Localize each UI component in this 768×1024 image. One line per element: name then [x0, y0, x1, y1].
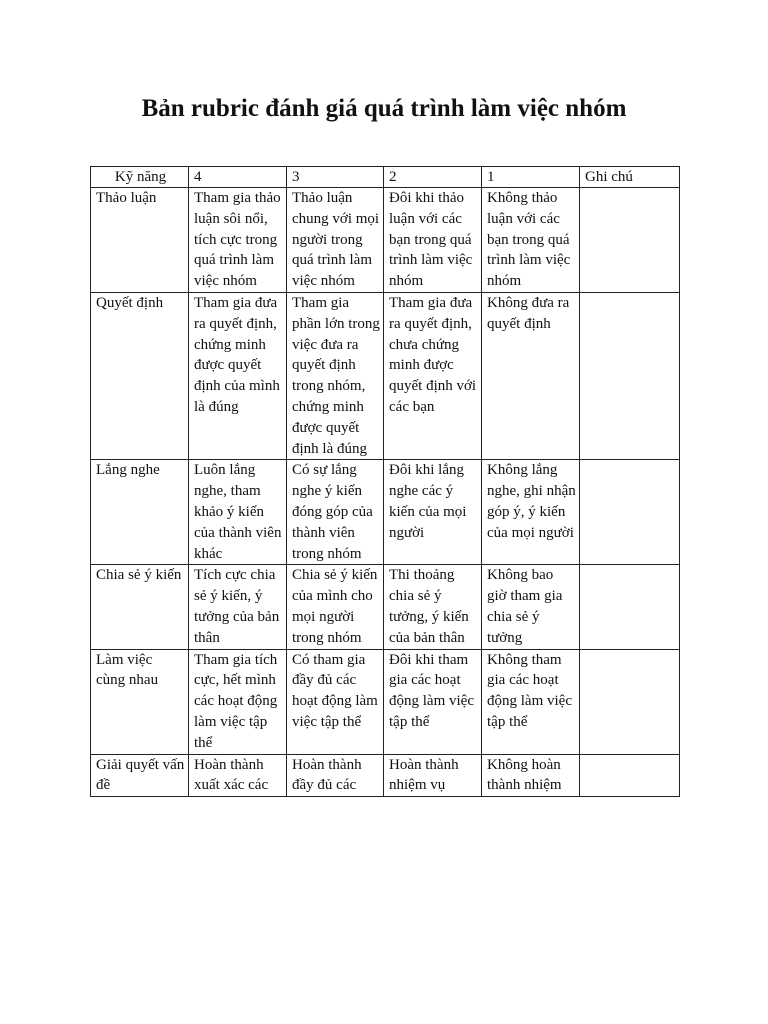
level-3-cell: Có tham gia đầy đủ các hoạt động làm việc tập thể	[287, 649, 384, 754]
level-2-cell: Hoàn thành nhiệm vụ	[384, 754, 482, 797]
table-row	[91, 565, 680, 649]
level-3-cell: Có sự lắng nghe ý kiến đóng góp của thành viên trong nhóm	[287, 460, 384, 565]
skill-cell: Làm việc cùng nhau	[91, 649, 189, 754]
table-row	[91, 292, 680, 459]
note-cell	[580, 188, 680, 293]
header-level-3: 3	[287, 167, 384, 188]
level-4-cell: Tham gia đưa ra quyết định, chứng minh được quyết định của mình là đúng	[189, 292, 287, 459]
table-row	[91, 188, 680, 293]
level-2-cell: Đôi khi lắng nghe các ý kiến của mọi người	[384, 460, 482, 565]
skill-cell: Chia sẻ ý kiến	[91, 565, 189, 649]
table-row	[91, 460, 680, 565]
skill-cell: Giải quyết vấn đề	[91, 754, 189, 797]
note-cell	[580, 565, 680, 649]
page-title: Bản rubric đánh giá quá trình làm việc nhóm	[141, 95, 627, 122]
level-2-cell: Thi thoảng chia sẻ ý tưởng, ý kiến của bản thân	[384, 565, 482, 649]
level-1-cell: Không tham gia các hoạt động làm việc tập thể	[482, 649, 580, 754]
header-level-1: 1	[482, 167, 580, 188]
level-4-cell: Tham gia thảo luận sôi nổi, tích cực trong quá trình làm việc nhóm	[189, 188, 287, 293]
level-1-cell: Không lắng nghe, ghi nhận góp ý, ý kiến của mọi người	[482, 460, 580, 565]
level-4-cell: Tích cực chia sẻ ý kiến, ý tưởng của bản thân	[189, 565, 287, 649]
level-3-cell: Thảo luận chung với mọi người trong quá trình làm việc nhóm	[287, 188, 384, 293]
level-2-cell: Đôi khi tham gia các hoạt động làm việc tập thể	[384, 649, 482, 754]
level-4-cell: Luôn lắng nghe, tham khảo ý kiến của thành viên khác	[189, 460, 287, 565]
level-3-cell: Chia sẻ ý kiến của mình cho mọi người trong nhóm	[287, 565, 384, 649]
level-4-cell: Hoàn thành xuất xác các	[189, 754, 287, 797]
level-2-cell: Tham gia đưa ra quyết định, chưa chứng minh được quyết định với các bạn	[384, 292, 482, 459]
header-row	[91, 167, 680, 188]
note-cell	[580, 292, 680, 459]
level-3-cell: Hoàn thành đầy đủ các	[287, 754, 384, 797]
level-4-cell: Tham gia tích cực, hết mình các hoạt động làm việc tập thể	[189, 649, 287, 754]
header-level-2: 2	[384, 167, 482, 188]
note-cell	[580, 460, 680, 565]
table-row	[91, 649, 680, 754]
header-level-4: 4	[189, 167, 287, 188]
level-2-cell: Đôi khi thảo luận với các bạn trong quá trình làm việc nhóm	[384, 188, 482, 293]
level-1-cell: Không đưa ra quyết định	[482, 292, 580, 459]
level-1-cell: Không thảo luận với các bạn trong quá trình làm việc nhóm	[482, 188, 580, 293]
header-note: Ghi chú	[580, 167, 680, 188]
rubric-table	[90, 166, 680, 797]
note-cell	[580, 754, 680, 797]
skill-cell: Thảo luận	[91, 188, 189, 293]
level-1-cell: Không hoàn thành nhiệm	[482, 754, 580, 797]
note-cell	[580, 649, 680, 754]
header-skill: Kỹ năng	[91, 167, 189, 188]
level-1-cell: Không bao giờ tham gia chia sẻ ý tưởng	[482, 565, 580, 649]
skill-cell: Quyết định	[91, 292, 189, 459]
level-3-cell: Tham gia phần lớn trong việc đưa ra quyết định trong nhóm, chứng minh được quyết định là đúng	[287, 292, 384, 459]
table-row	[91, 754, 680, 797]
skill-cell: Lắng nghe	[91, 460, 189, 565]
